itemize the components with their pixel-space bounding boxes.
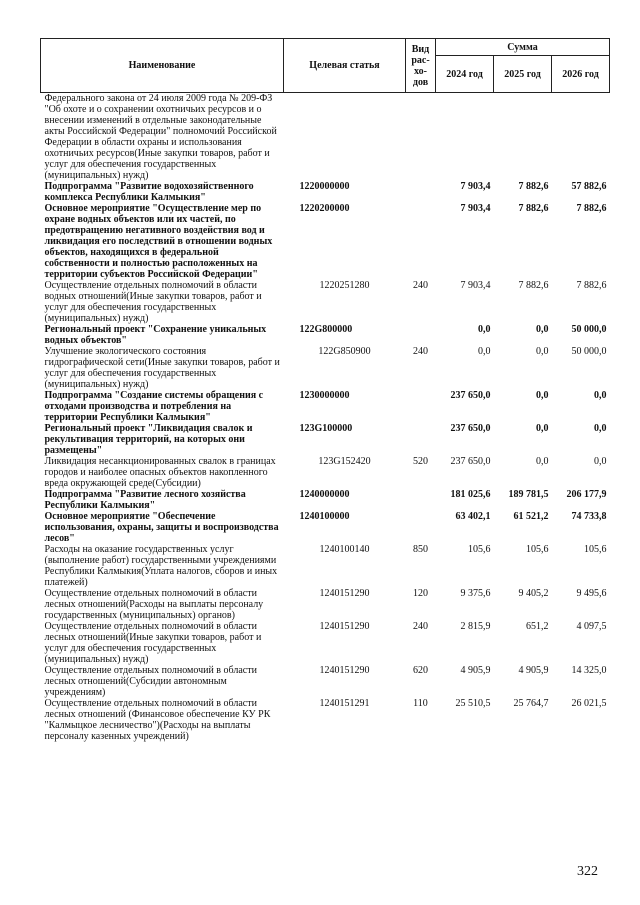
table-header bbox=[41, 39, 610, 93]
row-2026: 206 177,9 bbox=[566, 489, 607, 500]
row-code: 1220200000 bbox=[299, 203, 350, 214]
row-name: Подпрограмма "Создание системы обращения с отходами производства и потребления на территории Республики Калмыкия" bbox=[44, 390, 264, 423]
row-2026: 57 882,6 bbox=[571, 181, 607, 192]
row-2026: 0,0 bbox=[594, 423, 607, 434]
row-2024: 105,6 bbox=[468, 544, 491, 555]
row-2025: 189 781,5 bbox=[508, 489, 549, 500]
row-code: 1220251280 bbox=[319, 280, 370, 291]
row-name: Осуществление отдельных полномочий в области лесных отношений (Финансовое обеспечение КУ РК "Калмыцкое лесничество")(Расходы на выплаты персоналу казенных учреждений) bbox=[44, 698, 271, 742]
row-2026: 0,0 bbox=[594, 390, 607, 401]
row-2025: 0,0 bbox=[536, 346, 549, 357]
row-name: Расходы на оказание государственных услуг (выполнение работ) государственными учреждениями Республики Калмыкия(Уплата налогов, сборов и иных платежей) bbox=[44, 544, 278, 588]
table-row bbox=[41, 390, 610, 423]
table-row bbox=[41, 280, 610, 324]
row-code: 1240151290 bbox=[319, 588, 370, 599]
row-2024: 9 375,6 bbox=[460, 588, 491, 599]
row-2024: 63 402,1 bbox=[455, 511, 491, 522]
row-kind bbox=[406, 181, 436, 203]
row-code: 1240151290 bbox=[319, 665, 370, 676]
table-row bbox=[41, 588, 610, 621]
table-row bbox=[41, 203, 610, 280]
row-2025: 0,0 bbox=[536, 456, 549, 467]
table-row bbox=[41, 511, 610, 544]
budget-table bbox=[40, 38, 610, 742]
row-name: Основное мероприятие "Обеспечение использования, охраны, защиты и воспроизводства лесов" bbox=[44, 511, 279, 544]
row-2026: 9 495,6 bbox=[576, 588, 607, 599]
row-code: 123G152420 bbox=[318, 456, 371, 467]
header-sum: Сумма bbox=[436, 39, 610, 56]
row-2024: 237 650,0 bbox=[450, 456, 491, 467]
header-code: Целевая статья bbox=[284, 39, 406, 93]
row-2025: 25 764,7 bbox=[513, 698, 549, 709]
row-2025: 651,2 bbox=[526, 621, 549, 632]
header-year-2026: 2026 год bbox=[552, 56, 610, 93]
row-2026: 74 733,8 bbox=[571, 511, 607, 522]
row-code: 1240100140 bbox=[319, 544, 370, 555]
row-kind: 620 bbox=[413, 665, 428, 676]
row-name: Осуществление отдельных полномочий в области водных отношений(Иные закупки товаров, работ и услуг для обеспечения государственных (муниципальных) нужд) bbox=[44, 280, 262, 324]
row-name: Региональный проект "Ликвидация свалок и рекультивация территорий, на которых они размещены" bbox=[44, 423, 253, 456]
row-2026: 14 325,0 bbox=[571, 665, 607, 676]
row-code: 122G800000 bbox=[299, 324, 353, 335]
header-year-2024: 2024 год bbox=[436, 56, 494, 93]
row-2024: 0,0 bbox=[478, 324, 491, 335]
row-2025: 9 405,2 bbox=[518, 588, 549, 599]
row-2024: 237 650,0 bbox=[450, 390, 491, 401]
row-2025: 4 905,9 bbox=[518, 665, 549, 676]
row-kind: 110 bbox=[413, 698, 428, 709]
row-2025: 0,0 bbox=[536, 423, 549, 434]
row-name: Федерального закона от 24 июля 2009 года № 209-ФЗ "Об охоте и о сохранении охотничьих ресурсов и о внесении изменений в отдельные законодательные акты Российской Федерации" полномочий Российской Федерации в области охраны и использования охотничьих ресурсов(Иные закупки товаров, работ и услуг для обеспечения государственных (муниципальных) нужд) bbox=[44, 93, 277, 181]
row-2026: 4 097,5 bbox=[576, 621, 607, 632]
header-name: Наименование bbox=[41, 39, 284, 93]
row-kind bbox=[406, 93, 436, 182]
row-name: Улучшение экологического состояния гидрографической сети(Иные закупки товаров, работ и услуг для обеспечения государственных (муниципальных) нужд) bbox=[44, 346, 280, 390]
row-code: 1220000000 bbox=[299, 181, 350, 192]
row-2024: 4 905,9 bbox=[460, 665, 491, 676]
row-kind bbox=[406, 511, 436, 544]
row-kind bbox=[406, 203, 436, 280]
header-year-2025: 2025 год bbox=[494, 56, 552, 93]
row-kind bbox=[406, 390, 436, 423]
row-code: 1240151291 bbox=[319, 698, 370, 709]
row-2025: 7 882,6 bbox=[518, 203, 549, 214]
table-row bbox=[41, 621, 610, 665]
row-2025: 7 882,6 bbox=[518, 280, 549, 291]
table-row bbox=[41, 698, 610, 742]
row-name: Осуществление отдельных полномочий в области лесных отношений(Субсидии автономным учреждениям) bbox=[44, 665, 257, 698]
row-name: Основное мероприятие "Осуществление мер по охране водных объектов или их частей, по предотвращению негативного воздействия вод и ликвидация его последствий в отношении водных объектов, находящихся в федеральной собственности и полностью расположенных на территории субъектов Российской Федерации" bbox=[44, 203, 273, 280]
row-name: Подпрограмма "Развитие водохозяйственного комплекса Республики Калмыкия" bbox=[44, 181, 254, 203]
row-2024: 25 510,5 bbox=[455, 698, 491, 709]
row-2026: 50 000,0 bbox=[571, 324, 607, 335]
row-kind: 520 bbox=[413, 456, 428, 467]
row-2024 bbox=[436, 93, 494, 182]
row-2026: 7 882,6 bbox=[576, 280, 607, 291]
table-row bbox=[41, 93, 610, 182]
table-row bbox=[41, 324, 610, 346]
row-2025: 105,6 bbox=[526, 544, 549, 555]
row-kind: 120 bbox=[413, 588, 428, 599]
row-name: Ликвидация несанкционированных свалок в границах городов и наиболее опасных объектов накопленного вреда окружающей среде(Субсидии) bbox=[44, 456, 276, 489]
row-code: 1230000000 bbox=[299, 390, 350, 401]
table-row bbox=[41, 489, 610, 511]
table-body bbox=[41, 93, 610, 743]
row-2026: 7 882,6 bbox=[576, 203, 607, 214]
row-2025: 0,0 bbox=[536, 324, 549, 335]
row-2024: 7 903,4 bbox=[460, 181, 491, 192]
row-kind bbox=[406, 423, 436, 456]
row-2024: 237 650,0 bbox=[450, 423, 491, 434]
row-2026: 0,0 bbox=[594, 456, 607, 467]
row-name: Осуществление отдельных полномочий в области лесных отношений(Расходы на выплаты персоналу государственных (муниципальных) органов) bbox=[44, 588, 264, 621]
row-2026 bbox=[552, 93, 610, 182]
row-2025 bbox=[494, 93, 552, 182]
row-2024: 7 903,4 bbox=[460, 280, 491, 291]
table-row bbox=[41, 423, 610, 456]
row-2025: 0,0 bbox=[536, 390, 549, 401]
row-2026: 105,6 bbox=[584, 544, 607, 555]
row-kind bbox=[406, 324, 436, 346]
row-2024: 0,0 bbox=[478, 346, 491, 357]
row-2024: 181 025,6 bbox=[450, 489, 491, 500]
row-code: 1240100000 bbox=[299, 511, 350, 522]
row-2025: 61 521,2 bbox=[513, 511, 549, 522]
header-kind: Вид рас-хо-дов bbox=[406, 39, 436, 93]
table-row bbox=[41, 181, 610, 203]
row-name: Подпрограмма "Развитие лесного хозяйства Республики Калмыкия" bbox=[44, 489, 246, 511]
row-name: Региональный проект "Сохранение уникальных водных объектов" bbox=[44, 324, 267, 346]
page-number: 322 bbox=[577, 864, 598, 879]
table-row bbox=[41, 456, 610, 489]
row-kind: 850 bbox=[413, 544, 428, 555]
row-code: 122G850900 bbox=[318, 346, 371, 357]
row-kind: 240 bbox=[413, 621, 428, 632]
table-row bbox=[41, 665, 610, 698]
row-kind: 240 bbox=[413, 346, 428, 357]
row-name: Осуществление отдельных полномочий в области лесных отношений(Иные закупки товаров, работ и услуг для обеспечения государственных (муниципальных) нужд) bbox=[44, 621, 262, 665]
row-code: 123G100000 bbox=[299, 423, 353, 434]
row-2026: 50 000,0 bbox=[571, 346, 607, 357]
table-row bbox=[41, 346, 610, 390]
row-kind: 240 bbox=[413, 280, 428, 291]
row-2025: 7 882,6 bbox=[518, 181, 549, 192]
row-2024: 7 903,4 bbox=[460, 203, 491, 214]
row-kind bbox=[406, 489, 436, 511]
row-2026: 26 021,5 bbox=[571, 698, 607, 709]
row-2024: 2 815,9 bbox=[460, 621, 491, 632]
table-row bbox=[41, 544, 610, 588]
row-code: 1240000000 bbox=[299, 489, 350, 500]
row-code bbox=[284, 93, 406, 182]
row-code: 1240151290 bbox=[319, 621, 370, 632]
